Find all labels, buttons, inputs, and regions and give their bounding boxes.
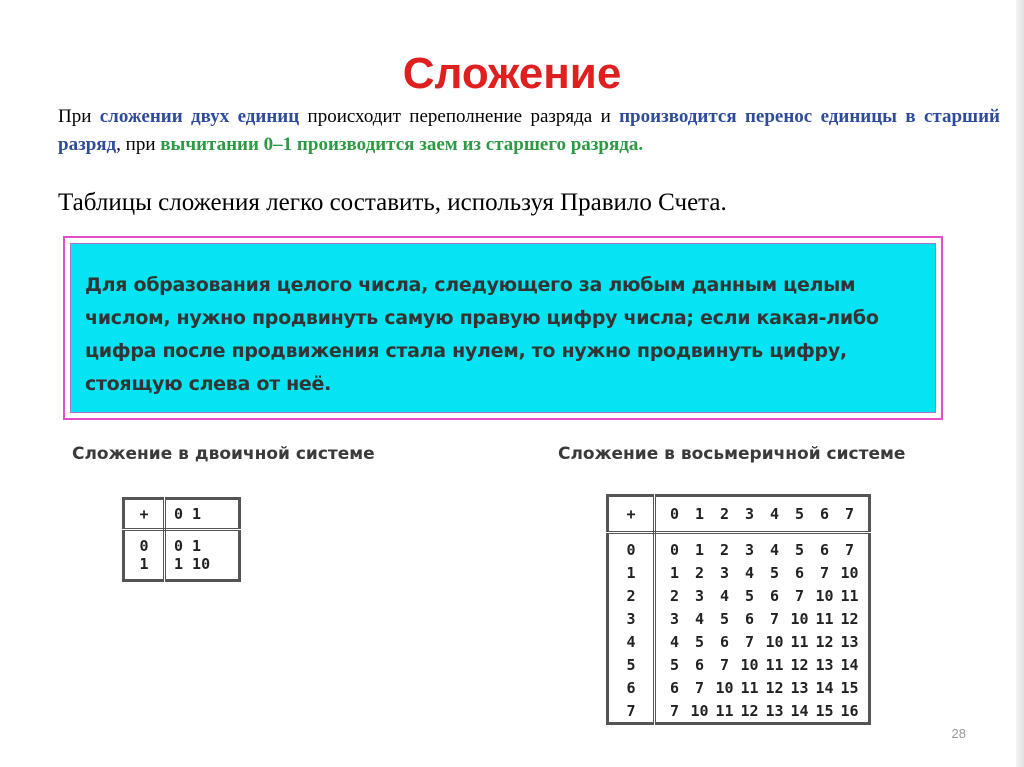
table-cell: 10 xyxy=(715,678,734,697)
table-cell: 10 xyxy=(840,563,859,582)
table-cell: 7 xyxy=(694,678,705,697)
table-row xyxy=(608,699,870,724)
table-row-headers xyxy=(124,530,165,581)
table-cell: 14 xyxy=(790,701,809,720)
table-cell: 6 xyxy=(744,609,755,628)
intro-highlight-subtraction: вычитании 0–1 производится заем из старшего разряда. xyxy=(160,134,644,155)
table-cell: 7 xyxy=(669,701,680,720)
table-cell: 4 xyxy=(744,563,755,582)
intro-text: , при xyxy=(116,134,161,155)
table-cell: 1 xyxy=(669,563,680,582)
table-cell: 1 xyxy=(694,540,705,559)
table-cell: 3 xyxy=(694,586,705,605)
table-cell: 11 xyxy=(840,586,859,605)
table-cell: 7 xyxy=(744,632,755,651)
table-cell: 15 xyxy=(840,678,859,697)
table-cell: 6 xyxy=(719,632,730,651)
table-cell: 7 xyxy=(794,586,805,605)
column-header: 1 xyxy=(687,496,712,533)
slide-subtitle: Таблицы сложения легко составить, используя Правило Счета. xyxy=(58,189,727,216)
octal-table-caption: Сложение в восьмеричной системе xyxy=(558,444,906,464)
table-header: 0 1 xyxy=(165,499,240,530)
row-header: 6 xyxy=(608,676,655,699)
table-row xyxy=(608,653,870,676)
table-cell: 6 xyxy=(669,678,680,697)
table-cell: 11 xyxy=(715,701,734,720)
table-cell: 0 xyxy=(669,540,680,559)
table-cell: 5 xyxy=(669,655,680,674)
table-cell: 6 xyxy=(769,586,780,605)
intro-paragraph xyxy=(58,103,1000,159)
intro-text: происходит переполнение разряда и xyxy=(299,106,620,127)
table-cell: 12 xyxy=(815,632,834,651)
table-cell: 5 xyxy=(744,586,755,605)
column-header: 4 xyxy=(762,496,787,533)
table-cell: 3 xyxy=(719,563,730,582)
table-cell: 7 xyxy=(844,540,855,559)
table-cell: 10 xyxy=(690,701,709,720)
column-header: 3 xyxy=(737,496,762,533)
row-header: 0 xyxy=(139,537,149,555)
row-header: 1 xyxy=(139,555,149,573)
row-header: 3 xyxy=(608,607,655,630)
counting-rule-box xyxy=(63,236,943,420)
table-cell: 4 xyxy=(694,609,705,628)
table-cell: 12 xyxy=(765,678,784,697)
column-header: 5 xyxy=(787,496,812,533)
table-cell: 5 xyxy=(719,609,730,628)
table-cell: 2 xyxy=(694,563,705,582)
row-header: 2 xyxy=(608,584,655,607)
table-cell: 12 xyxy=(840,609,859,628)
table-body xyxy=(165,530,240,581)
table-cell: 12 xyxy=(790,655,809,674)
table-cell: 13 xyxy=(815,655,834,674)
slide-edge xyxy=(1016,0,1024,767)
table-cell: 16 xyxy=(840,701,859,720)
table-cell: 11 xyxy=(815,609,834,628)
table-cell: 10 xyxy=(815,586,834,605)
table-cell: 3 xyxy=(744,540,755,559)
table-cell: 13 xyxy=(765,701,784,720)
table-cell: 6 xyxy=(694,655,705,674)
table-cell: 4 xyxy=(669,632,680,651)
table-row xyxy=(608,676,870,699)
table-cell: 5 xyxy=(794,540,805,559)
table-row: 0 1 xyxy=(174,537,202,555)
table-cell: 4 xyxy=(769,540,780,559)
column-header: 6 xyxy=(812,496,837,533)
table-row xyxy=(608,584,870,607)
table-cell: 5 xyxy=(769,563,780,582)
table-cell: 6 xyxy=(794,563,805,582)
table-row xyxy=(608,607,870,630)
intro-highlight-addition: сложении двух единиц xyxy=(99,106,300,127)
table-row: 1 10 xyxy=(174,555,211,573)
table-cell: 10 xyxy=(765,632,784,651)
column-header: 2 xyxy=(712,496,737,533)
table-cell: 11 xyxy=(740,678,759,697)
table-cell: 11 xyxy=(765,655,784,674)
table-row xyxy=(608,561,870,584)
intro-highlight-carry: производится перенос единицы в старший разряд xyxy=(58,106,1000,155)
table-cell: 14 xyxy=(815,678,834,697)
page-number: 28 xyxy=(951,726,966,741)
table-cell: 4 xyxy=(719,586,730,605)
column-header: 7 xyxy=(837,496,862,533)
table-corner: + xyxy=(124,499,165,530)
table-cell: 7 xyxy=(819,563,830,582)
table-cell: 7 xyxy=(719,655,730,674)
octal-addition-table xyxy=(606,494,871,725)
table-cell: 10 xyxy=(790,609,809,628)
table-cell: 2 xyxy=(669,586,680,605)
row-header: 1 xyxy=(608,561,655,584)
table-cell: 10 xyxy=(740,655,759,674)
table-row xyxy=(608,533,870,562)
counting-rule-text: Для образования целого числа, следующего за любым данным целым числом, нужно продвинуть самую правую цифру числа; если какая-либо цифра после продвижения стала нулем, то нужно продвинуть цифру, стоящую слева от неё. xyxy=(70,243,936,413)
table-cell: 2 xyxy=(719,540,730,559)
slide-title: Сложение xyxy=(402,49,622,98)
row-header: 5 xyxy=(608,653,655,676)
binary-table-caption: Сложение в двоичной системе xyxy=(72,444,375,464)
table-cell: 12 xyxy=(740,701,759,720)
row-header: 0 xyxy=(608,533,655,562)
column-header: 0 xyxy=(662,496,687,533)
table-row xyxy=(608,630,870,653)
intro-text: При xyxy=(58,106,100,127)
binary-addition-table xyxy=(122,497,241,582)
table-cell: 5 xyxy=(694,632,705,651)
row-header: 4 xyxy=(608,630,655,653)
table-cell: 6 xyxy=(819,540,830,559)
table-cell: 7 xyxy=(769,609,780,628)
table-cell: 11 xyxy=(790,632,809,651)
table-cell: 13 xyxy=(790,678,809,697)
table-cell: 3 xyxy=(669,609,680,628)
table-corner: + xyxy=(608,496,655,533)
table-cell: 13 xyxy=(840,632,859,651)
table-cell: 14 xyxy=(840,655,859,674)
row-header: 7 xyxy=(608,699,655,724)
table-cell: 15 xyxy=(815,701,834,720)
